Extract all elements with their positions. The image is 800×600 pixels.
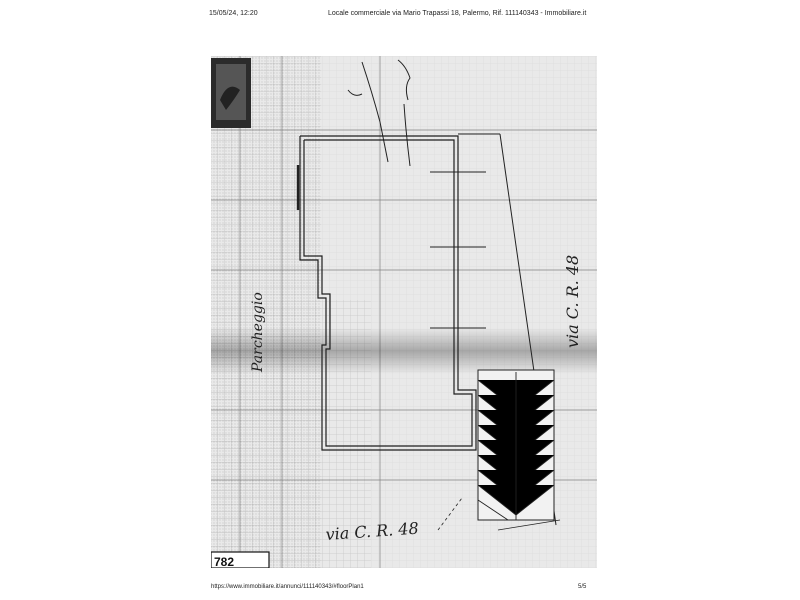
parking-label: Parcheggio <box>250 292 266 372</box>
print-page-title: Locale commerciale via Mario Trapassi 18, Palermo, Rif. 111140343 - Immobiliare.it <box>328 10 587 17</box>
street-label-right: via C. R. 48 <box>563 254 582 348</box>
print-url: https://www.immobiliare.it/annunci/111140343/#floorPlan1 <box>211 584 364 590</box>
hatched-ramp <box>478 370 554 520</box>
street-label-bottom: via C. R. 48 <box>324 518 420 544</box>
corner-code: 782 <box>214 555 235 569</box>
print-page-number: 5/5 <box>578 584 587 590</box>
print-datetime: 15/05/24, 12:20 <box>209 10 258 17</box>
